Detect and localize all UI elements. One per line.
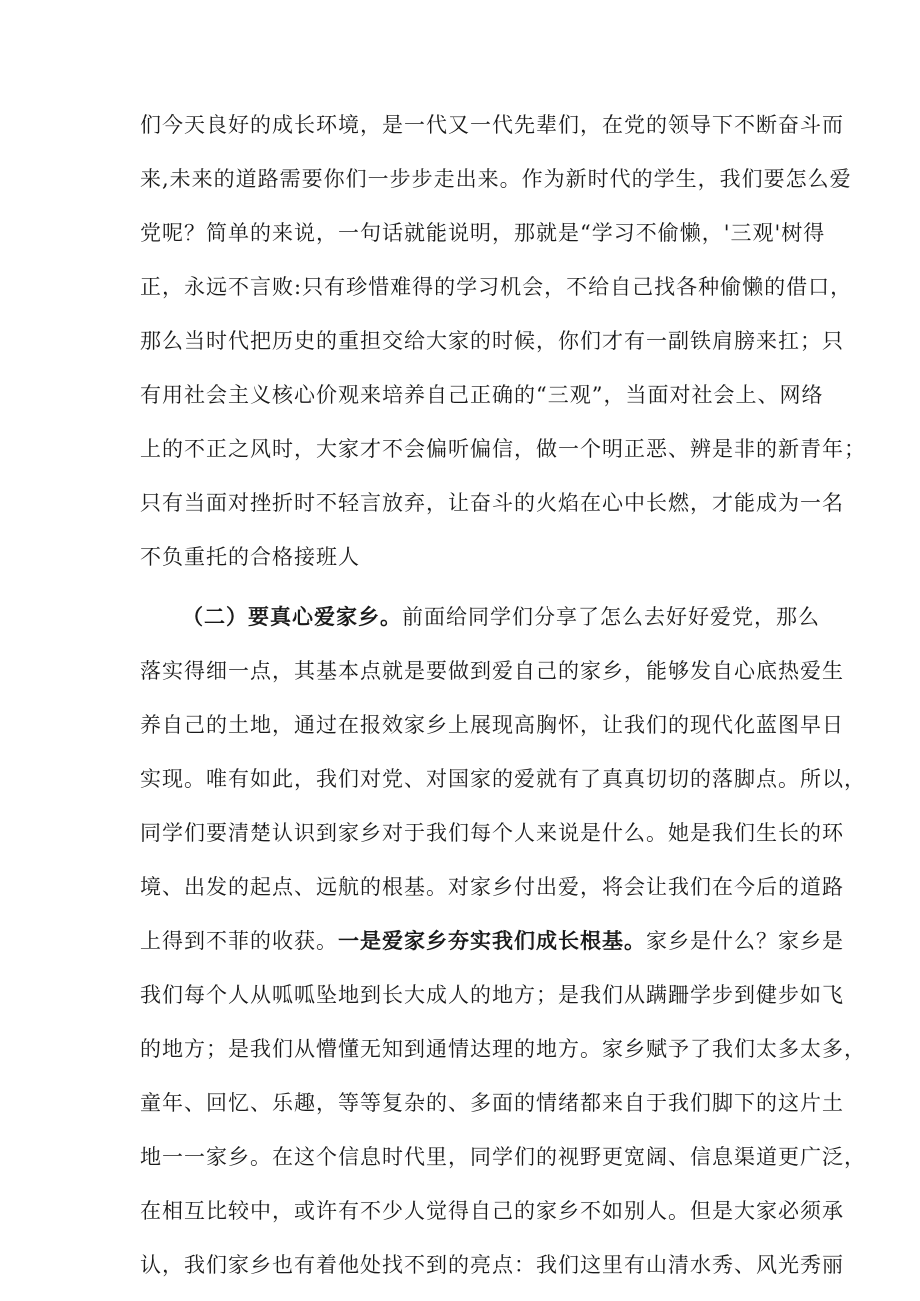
paragraph-2-line-5: 同学们要清楚认识到家乡对于我们每个人来说是什么。她是我们生长的环 xyxy=(140,821,844,845)
paragraph-2-line-7 xyxy=(140,926,844,956)
paragraph-2-line-1-rest: 前面给同学们分享了怎么去好好爱党，那么 xyxy=(402,605,820,629)
paragraph-2-line-11: 地一一家乡。在这个信息时代里，同学们的视野更宽阔、信息渠道更广泛， xyxy=(140,1145,866,1169)
line-7-after: 家乡是什么？家乡是 xyxy=(646,929,844,953)
paragraph-1-line-5: 那么当时代把历史的重担交给大家的时候，你们才有一副铁肩膀来扛；只 xyxy=(140,329,844,353)
paragraph-1-line-6: 有用社会主义核心价观来培养自己正确的“三观”，当面对社会上、网络 xyxy=(140,383,824,407)
paragraph-2-line-13: 认，我们家乡也有着他处找不到的亮点：我们这里有山清水秀、风光秀丽 xyxy=(140,1253,844,1277)
paragraph-2-line-6: 境、出发的起点、远航的根基。对家乡付出爱，将会让我们在今后的道路 xyxy=(140,875,844,899)
paragraph-2-line-4: 实现。唯有如此，我们对党、对国家的爱就有了真真切切的落脚点。所以， xyxy=(140,767,866,791)
section-heading: （二）要真心爱家乡。 xyxy=(182,604,402,629)
paragraph-2-line-1 xyxy=(182,602,820,632)
paragraph-1-line-4: 正，永远不言败:只有珍惜难得的学习机会，不给自己找各种偷懒的借口， xyxy=(140,275,853,299)
paragraph-2-line-10: 童年、回忆、乐趣，等等复杂的、多面的情绪都来自于我们脚下的这片土 xyxy=(140,1091,844,1115)
paragraph-2-line-12: 在相互比较中，或许有不少人觉得自己的家乡不如别人。但是大家必须承 xyxy=(140,1199,844,1223)
paragraph-1-line-3: 党呢？简单的来说，一句话就能说明，那就是“学习不偷懒，'三观'树得 xyxy=(140,221,826,245)
paragraph-1-line-8: 只有当面对挫折时不轻言放弃，让奋斗的火焰在心中长燃，才能成为一名 xyxy=(140,491,844,515)
paragraph-2-line-9: 的地方；是我们从懵懂无知到通情达理的地方。家乡赋予了我们太多太多， xyxy=(140,1037,866,1061)
paragraph-1-line-7: 上的不正之风时，大家才不会偏听偏信，做一个明正恶、辨是非的新青年； xyxy=(140,437,866,461)
paragraph-2-line-3: 养自己的土地，通过在报效家乡上展现高胸怀，让我们的现代化蓝图早日 xyxy=(140,713,844,737)
paragraph-2-line-2: 落实得细一点，其基本点就是要做到爱自己的家乡，能够发自心底热爱生 xyxy=(140,659,844,683)
paragraph-1-line-1: 们今天良好的成长环境，是一代又一代先辈们，在党的领导下不断奋斗而 xyxy=(140,113,844,137)
line-7-before: 上得到不菲的收获。 xyxy=(140,929,338,953)
paragraph-2-line-8: 我们每个人从呱呱坠地到长大成人的地方；是我们从蹒跚学步到健步如飞 xyxy=(140,983,844,1007)
bold-subpoint: 一是爱家乡夯实我们成长根基。 xyxy=(338,928,646,953)
paragraph-1-line-9: 不负重托的合格接班人 xyxy=(140,545,360,569)
paragraph-1-line-2: 来,未来的道路需要你们一步步走出来。作为新时代的学生，我们要怎么爱 xyxy=(140,167,852,191)
